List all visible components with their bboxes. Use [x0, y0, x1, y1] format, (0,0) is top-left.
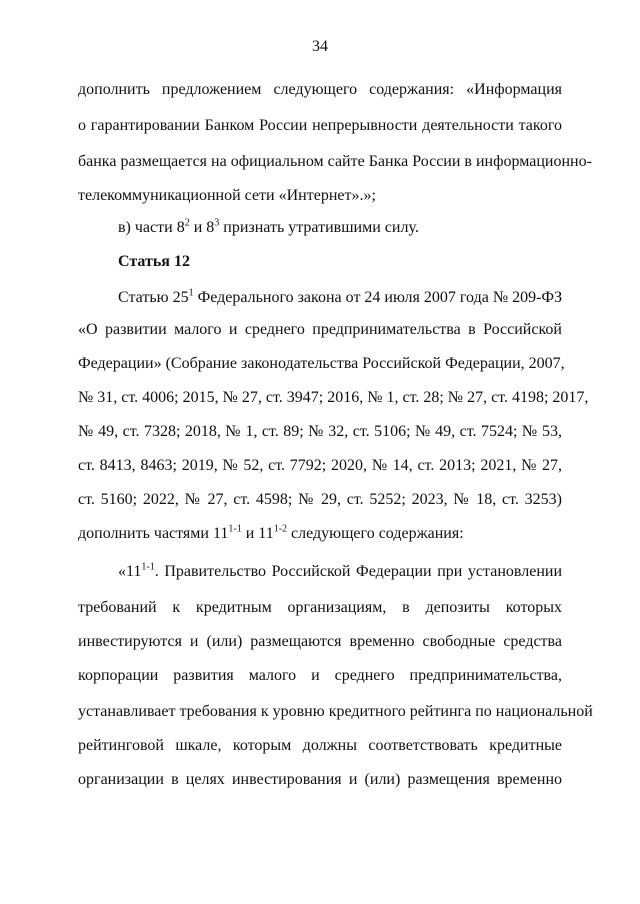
text-line: дополнить предложением следующего содержания: «Информация	[78, 81, 562, 98]
text-line: организации в целях инвестирования и (или) размещения временно	[78, 771, 562, 788]
text-line: «О развитии малого и среднего предпринимательства в Российской	[78, 321, 562, 338]
text-line: инвестируются и (или) размещаются временно свободные средства	[78, 633, 562, 650]
text-line: телекоммуникационной сети «Интернет».»;	[78, 187, 376, 204]
article-first-line	[118, 288, 562, 308]
quote-first-suffix: . Правительство Российской Федерации при установлении	[154, 563, 562, 580]
parts-prefix: дополнить частями 11	[78, 525, 229, 542]
parts-line	[78, 524, 562, 544]
article-first-suffix: Федерального закона от 24 июля 2007 года № 209-ФЗ	[193, 289, 563, 306]
quote-first-sup: 1-1	[141, 561, 155, 573]
text-line: требований к кредитным организациям, в депозиты которых	[78, 599, 562, 616]
item-v-suffix: признать утратившими силу.	[219, 219, 419, 236]
parts-mid: и 11	[241, 525, 274, 542]
page-number: 34	[312, 38, 328, 55]
item-v-mid: и 8	[189, 219, 215, 236]
item-v-sup2: 3	[214, 217, 220, 229]
text-line: ст. 8413, 8463; 2019, № 52, ст. 7792; 2020, № 14, ст. 2013; 2021, № 27,	[78, 457, 562, 474]
article-heading: Статья 12	[118, 253, 190, 270]
item-v-line	[118, 218, 562, 238]
parts-sup2: 1-2	[273, 523, 288, 535]
parts-suffix: следующего содержания:	[287, 525, 464, 542]
quote-first-prefix: «11	[118, 563, 142, 580]
item-v-sup1: 2	[184, 217, 190, 229]
article-first-sup: 1	[188, 287, 194, 299]
text-line: № 49, ст. 7328; 2018, № 1, ст. 89; № 32, ст. 5106; № 49, ст. 7524; № 53,	[78, 423, 562, 440]
text-line: корпорации развития малого и среднего предпринимательства,	[78, 667, 562, 684]
text-line: рейтинговой шкале, которым должны соответствовать кредитные	[78, 737, 562, 754]
text-line: Федерации» (Собрание законодательства Российской Федерации, 2007,	[78, 355, 565, 372]
text-line: ст. 5160; 2022, № 27, ст. 4598; № 29, ст. 5252; 2023, № 18, ст. 3253)	[78, 491, 562, 508]
text-line: о гарантировании Банком России непрерывности деятельности такого	[78, 117, 562, 134]
item-v-prefix: в) части 8	[118, 219, 185, 236]
article-first-prefix: Статью 25	[118, 289, 189, 306]
quote-first-line	[118, 562, 562, 582]
text-line: банка размещается на официальном сайте Банка России в информационно-	[78, 153, 592, 170]
parts-sup1: 1-1	[228, 523, 242, 535]
text-line: устанавливает требования к уровню кредитного рейтинга по национальной	[78, 703, 593, 720]
text-line: № 31, ст. 4006; 2015, № 27, ст. 3947; 2016, № 1, ст. 28; № 27, ст. 4198; 2017,	[78, 389, 589, 406]
